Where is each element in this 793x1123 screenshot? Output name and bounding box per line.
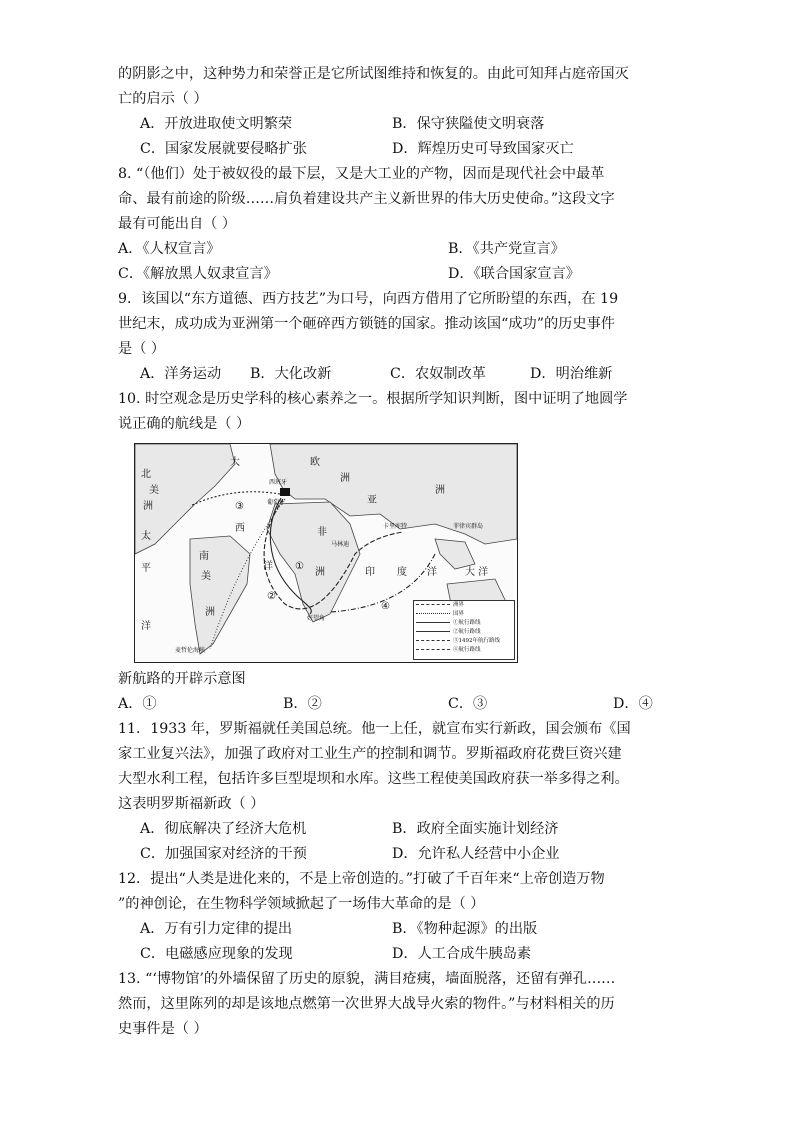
label-malindi: 马林迪 [331, 541, 350, 548]
label-af1: 非 [317, 527, 327, 538]
q11-option-d[interactable]: D．允许私人经营中小企业 [392, 846, 560, 862]
q9-options-row [118, 362, 678, 387]
q8-stem-line: 最有可能出自（ ） [118, 216, 237, 232]
label-pacific-east: 大 洋 [465, 567, 489, 578]
q12-option-d[interactable]: D．人工合成牛胰岛素 [392, 946, 532, 962]
q8-stem-line: 命、最有前途的阶级……肩负着建设共产主义新世界的伟大历史使命。”这段文字 [118, 191, 615, 207]
label-sa1: 南 [199, 551, 209, 562]
label-af2: 洲 [315, 567, 325, 578]
label-cape: 好望角 [307, 615, 326, 622]
label-na3: 洲 [143, 501, 153, 512]
q11-option-a[interactable]: A．彻底解决了经济大危机 [140, 821, 307, 837]
q10-option-a[interactable]: A．① [118, 696, 157, 712]
q10-option-c[interactable]: C．③ [448, 696, 488, 712]
southeast-asia-shape [435, 539, 475, 569]
label-io2: 度 [397, 567, 407, 578]
label-na2: 美 [149, 485, 159, 496]
q8-option-b[interactable]: B．《共产党宣言》 [448, 241, 565, 257]
q9-stem-line: 是（ ） [118, 341, 166, 357]
legend-row: ②航行路线 [416, 628, 481, 637]
question-9 [118, 287, 678, 387]
legend-row: ④航行路线 [416, 646, 481, 655]
q7-option-a[interactable]: A．开放进取使文明繁荣 [140, 116, 293, 132]
label-philippines: 菲律宾群岛 [453, 523, 484, 530]
q8-option-d[interactable]: D．《联合国家宣言》 [448, 266, 580, 282]
q7-option-c[interactable]: C．国家发展就要侵略扩张 [140, 141, 307, 157]
q9-stem-line: 9．该国以“东方道德、西方技艺”为口号，向西方借用了它所盼望的东西，在 19 [118, 291, 619, 307]
label-eu2: 洲 [340, 473, 350, 484]
label-sa2: 美 [201, 571, 211, 582]
q7-stem-line: 亡的启示（ ） [118, 91, 208, 107]
exam-page [118, 62, 678, 1042]
q7-options-row [118, 137, 678, 162]
map-legend [413, 600, 515, 660]
label-as2: 洲 [435, 485, 445, 496]
q12-option-a[interactable]: A．万有引力定律的提出 [140, 921, 293, 937]
label-sa3: 洲 [205, 607, 215, 618]
q11-stem-line: 11．1933 年，罗斯福就任美国总统。他一上任，就宣布实行新政，国会颁布《国 [118, 721, 631, 737]
label-pac3: 洋 [141, 621, 151, 632]
q12-options-row [118, 917, 678, 942]
label-io3: 洋 [427, 567, 437, 578]
label-route-1: ① [295, 561, 304, 572]
q12-option-c[interactable]: C．电磁感应现象的发现 [140, 946, 293, 962]
q9-option-a[interactable]: A．洋务运动 [140, 366, 222, 382]
q11-stem-line: 大型水利工程，包括许多巨型堤坝和水库。这些工程使美国政府获一举多得之利。 [118, 771, 629, 787]
label-at3: 洋 [263, 561, 273, 572]
label-route-3: ③ [235, 501, 244, 512]
question-10 [118, 387, 678, 717]
label-calicut: 卡里库特 [383, 523, 408, 530]
q8-option-a[interactable]: A．《人权宣言》 [118, 241, 221, 257]
q8-options-row [118, 262, 678, 287]
q9-option-b[interactable]: B．大化改新 [250, 366, 332, 382]
q8-stem-line: 8. “（他们）处于被奴役的最下层，又是大工业的产物，因而是现代社会中最革 [118, 166, 605, 182]
legend-row: ③1492年航行路线 [416, 637, 500, 646]
label-eu1: 欧 [310, 457, 320, 468]
map-caption: 新航路的开辟示意图 [118, 671, 246, 687]
question-13 [118, 967, 678, 1042]
q9-option-d[interactable]: D．明治维新 [530, 366, 613, 382]
q10-stem-line: 10. 时空观念是历史学科的核心素养之一。根据所学知识判断，图中证明了地圆学 [118, 391, 628, 407]
q12-stem-line: ”的神创论，在生物科学领域掀起了一场伟大革命的是（ ） [118, 896, 485, 912]
q11-stem-line: 家工业复兴法》，加强了政府对工业生产的控制和调节。罗斯福政府花费巨资兴建 [118, 746, 622, 762]
label-io1: 印 [365, 567, 375, 578]
q7-stem-line: 的阴影之中，这种势力和荣誉正是它所试图维持和恢复的。由此可知拜占庭帝国灭 [118, 66, 629, 82]
label-portugal: 葡萄牙 [267, 499, 286, 506]
legend-row: ①航行路线 [416, 619, 481, 628]
q11-option-b[interactable]: B．政府全面实施计划经济 [392, 821, 559, 837]
legend-row: 洲界 [416, 601, 464, 610]
label-pac2: 平 [141, 563, 151, 574]
label-route-2: ② [267, 591, 276, 602]
q11-options-row [118, 817, 678, 842]
question-12 [118, 867, 678, 967]
question-11 [118, 717, 678, 867]
q10-stem-line: 说正确的航线是（ ） [118, 416, 251, 432]
q13-stem-line: 13. “‘博物馆’的外墙保留了历史的原貌，满目疮痍，墙面脱落，还留有弹孔…… [118, 971, 616, 987]
q10-option-b[interactable]: B．② [283, 696, 322, 712]
q9-stem-line: 世纪末，成功成为亚洲第一个砸碎西方锁链的国家。推动该国“成功”的历史事件 [118, 316, 615, 332]
q8-options-row [118, 237, 678, 262]
q12-option-b[interactable]: B．《物种起源》的出版 [392, 921, 538, 937]
q13-stem-line: 然而，这里陈列的却是该地点燃第一次世界大战导火索的物件。”与材料相关的历 [118, 996, 615, 1012]
q7-option-b[interactable]: B．保守狭隘使文明衰落 [392, 116, 545, 132]
label-at1: 大 [230, 457, 240, 468]
q10-options-row [118, 692, 678, 717]
q11-option-c[interactable]: C．加强国家对经济的干预 [140, 846, 307, 862]
q11-stem-line: 这表明罗斯福新政（ ） [118, 796, 265, 812]
new-routes-map [134, 443, 518, 663]
q10-option-d[interactable]: D．④ [613, 696, 653, 712]
label-na1: 北 [141, 469, 151, 480]
iberia-marker [280, 488, 290, 496]
question-8 [118, 162, 678, 287]
q7-option-d[interactable]: D．辉煌历史可导致国家灭亡 [392, 141, 574, 157]
label-magellan: 麦哲伦海峡 [175, 647, 206, 654]
q8-option-c[interactable]: C．《解放黑人奴隶宣言》 [118, 266, 278, 282]
legend-row: 国界 [416, 610, 464, 619]
label-spain: 西班牙 [269, 479, 288, 486]
q12-stem-line: 12．提出“人类是进化来的，不是上帝创造的。”打破了千百年来“上帝创造万物 [118, 871, 605, 887]
label-as1: 亚 [367, 495, 377, 506]
label-pac1: 太 [141, 531, 151, 542]
label-route-4: ④ [381, 601, 390, 612]
question-7 [118, 62, 678, 162]
q7-options-row [118, 112, 678, 137]
q11-options-row [118, 842, 678, 867]
q9-option-c[interactable]: C．农奴制改革 [390, 366, 486, 382]
q13-stem-line: 史事件是（ ） [118, 1021, 208, 1037]
label-at2: 西 [235, 523, 245, 534]
africa-shape [267, 499, 360, 622]
q12-options-row [118, 942, 678, 967]
